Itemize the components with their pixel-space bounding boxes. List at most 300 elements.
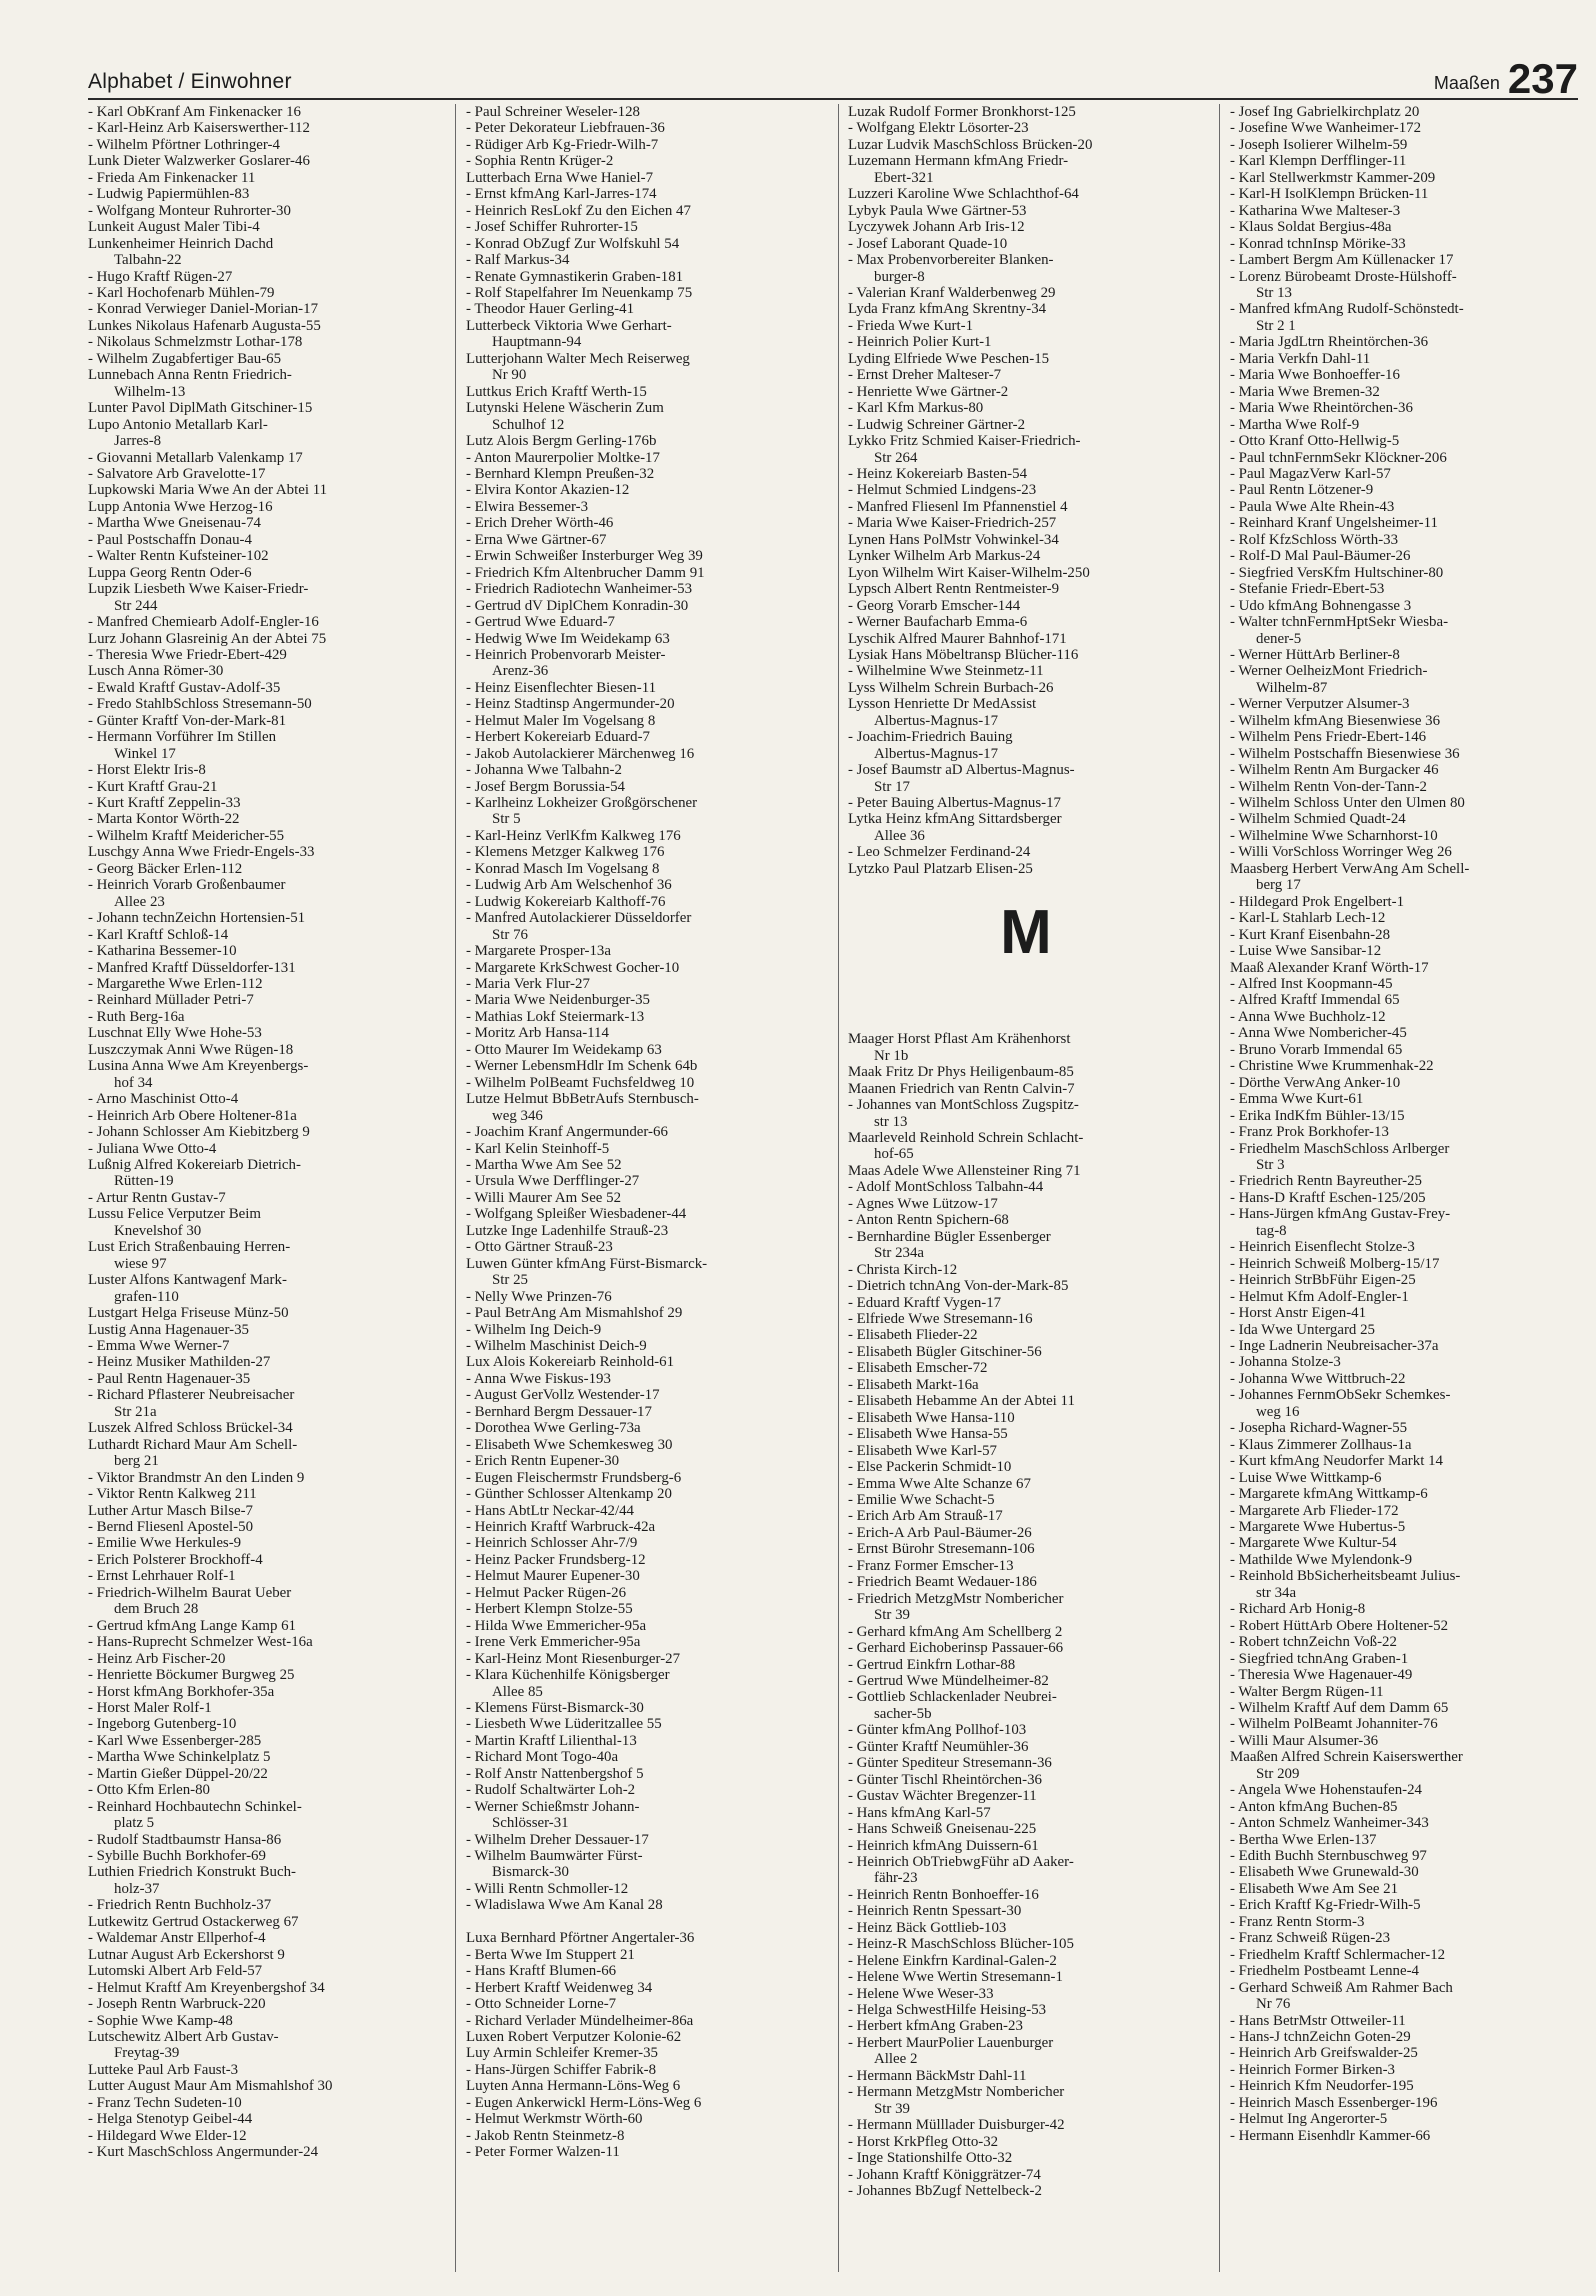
page-number: 237 bbox=[1507, 55, 1578, 102]
directory-entry: - Maria Wwe Rheintörchen-36 bbox=[1230, 400, 1413, 417]
directory-entry: - Heinrich Kraftf Warbruck-42a bbox=[466, 1518, 656, 1535]
directory-entry: Lutynski Helene Wäscherin Zum bbox=[466, 400, 664, 417]
directory-entry: Luwen Günter kfmAng Fürst-Bismarck- bbox=[466, 1255, 708, 1272]
directory-entry: - Richard Pflasterer Neubreisacher bbox=[88, 1387, 295, 1404]
directory-entry: - Helga SchwestHilfe Heising-53 bbox=[848, 2002, 1047, 2019]
directory-entry: - Helmut Maler Im Vogelsang 8 bbox=[466, 712, 656, 729]
directory-entry: Maarleveld Reinhold Schrein Schlacht- bbox=[848, 1130, 1084, 1147]
directory-entry: - Hildegard Wwe Elder-12 bbox=[88, 2127, 247, 2144]
directory-entry: - Erich-A Arb Paul-Bäumer-26 bbox=[848, 1524, 1032, 1541]
directory-entry: Lupo Antonio Metallarb Karl- bbox=[88, 416, 268, 433]
directory-entry: - Martha Wwe Am See 52 bbox=[466, 1157, 622, 1173]
directory-entry: - Jakob Autolackierer Märchenweg 16 bbox=[466, 745, 695, 762]
directory-entry: Luschnat Elly Wwe Hohe-53 bbox=[88, 1025, 262, 1042]
directory-entry: - Hans-Jürgen kfmAng Gustav-Frey- bbox=[1230, 1206, 1451, 1223]
directory-entry: - Kurt Kranf Eisenbahn-28 bbox=[1230, 926, 1391, 943]
directory-entry: - Nikolaus Schmelzmstr Lothar-178 bbox=[88, 334, 303, 351]
directory-entry: Lyschik Alfred Maurer Bahnhof-171 bbox=[848, 630, 1067, 647]
directory-entry: Lutzke Inge Ladenhilfe Strauß-23 bbox=[466, 1222, 669, 1239]
directory-entry: - Elisabeth Hebamme An der Abtei 11 bbox=[848, 1393, 1075, 1410]
directory-entry: - Werner Baufacharb Emma-6 bbox=[848, 614, 1028, 631]
directory-entry: - Wilhelm kfmAng Biesenwiese 36 bbox=[1230, 712, 1441, 729]
directory-entry: - Heinrich Schlosser Ahr-7/9 bbox=[466, 1535, 638, 1552]
directory-entry: - Johannes van MontSchloss Zugspitz- bbox=[848, 1097, 1079, 1114]
directory-entry: - Wolfgang Elektr Lösorter-23 bbox=[848, 120, 1029, 137]
directory-entry: - Reinhard Müllader Petri-7 bbox=[88, 992, 254, 1009]
directory-entry: - Heinrich Kfm Neudorfer-195 bbox=[1230, 2078, 1414, 2095]
directory-entry: - Georg Bäcker Erlen-112 bbox=[88, 860, 243, 877]
directory-entry: Maager Horst Pflast Am Krähenhorst bbox=[848, 1031, 1071, 1048]
directory-entry: Lußnig Alfred Kokereiarb Dietrich- bbox=[88, 1157, 301, 1173]
directory-entry: - Edith Buchh Sternbuschweg 97 bbox=[1230, 1848, 1427, 1865]
directory-entry: - Heinrich Arb Greifswalder-25 bbox=[1230, 2045, 1418, 2062]
directory-entry: - Joachim Kranf Angermunder-66 bbox=[466, 1124, 668, 1141]
directory-entry: - Dörthe VerwAng Anker-10 bbox=[1230, 1074, 1401, 1091]
directory-entry: - Josef Baumstr aD Albertus-Magnus- bbox=[848, 762, 1075, 779]
directory-entry: - Friedrich Beamt Wedauer-186 bbox=[848, 1574, 1037, 1591]
directory-entry: - Eugen Fleischermstr Frundsberg-6 bbox=[466, 1469, 682, 1486]
entry-continuation: berg 17 bbox=[1256, 877, 1301, 894]
directory-entry: - Konrad tchnInsp Mörike-33 bbox=[1230, 235, 1406, 252]
directory-entry: - Heinrich Rentn Bonhoeffer-16 bbox=[848, 1886, 1039, 1903]
directory-entry: - Franz Techn Sudeten-10 bbox=[88, 2094, 242, 2111]
directory-entry: Lurz Johann Glasreinig An der Abtei 75 bbox=[88, 630, 327, 647]
directory-entry: - Sophia Rentn Krüger-2 bbox=[466, 153, 614, 170]
entry-continuation: Arenz-36 bbox=[492, 663, 549, 680]
directory-entry: - Otto Schneider Lorne-7 bbox=[466, 1996, 617, 2013]
directory-entry: Lynker Wilhelm Arb Markus-24 bbox=[848, 548, 1041, 565]
directory-entry: - Hermann Eisenhdlr Kammer-66 bbox=[1230, 2127, 1431, 2144]
directory-entry: - Ewald Kraftf Gustav-Adolf-35 bbox=[88, 679, 281, 696]
directory-entry: - Hans AbtLtr Neckar-42/44 bbox=[466, 1502, 634, 1519]
directory-entry: - Johannes BbZugf Nettelbeck-2 bbox=[848, 2183, 1042, 2200]
directory-entry: - Bruno Vorarb Immendal 65 bbox=[1230, 1041, 1403, 1058]
directory-entry: - Emilie Wwe Schacht-5 bbox=[848, 1491, 995, 1508]
entry-continuation: str 34a bbox=[1256, 1584, 1297, 1601]
directory-entry: - Herbert Kraftf Weidenweg 34 bbox=[466, 1979, 653, 1996]
directory-entry: - Elisabeth Wwe Schemkesweg 30 bbox=[466, 1436, 673, 1453]
directory-entry: - Kurt kfmAng Neudorfer Markt 14 bbox=[1230, 1453, 1443, 1470]
directory-entry: - Friedrich MetzgMstr Nombericher bbox=[848, 1590, 1064, 1607]
entry-continuation: Rütten-19 bbox=[114, 1173, 174, 1190]
directory-entry: - Maria Wwe Bonhoeffer-16 bbox=[1230, 367, 1400, 384]
directory-entry: - Wilhelm Rentn Am Burgacker 46 bbox=[1230, 762, 1439, 779]
directory-entry: Lyczywek Johann Arb Iris-12 bbox=[848, 219, 1025, 236]
directory-entry: - Horst Anstr Eigen-41 bbox=[1230, 1305, 1367, 1322]
directory-entry: Luppa Georg Rentn Oder-6 bbox=[88, 564, 252, 581]
entry-continuation: Str 244 bbox=[114, 597, 158, 614]
entry-continuation: weg 346 bbox=[492, 1107, 543, 1124]
entry-continuation: burger-8 bbox=[874, 268, 925, 285]
directory-entry: - Johanna Wwe Talbahn-2 bbox=[466, 762, 622, 779]
entry-continuation: Wilhelm-13 bbox=[114, 383, 186, 400]
directory-entry: - Frieda Wwe Kurt-1 bbox=[848, 317, 974, 334]
directory-entry: - Karl Kraftf Schloß-14 bbox=[88, 926, 229, 943]
directory-entry: - Klaus Zimmerer Zollhaus-1a bbox=[1230, 1436, 1412, 1453]
entry-continuation: Nr 1b bbox=[874, 1047, 909, 1064]
directory-entry: - Anton Rentn Spichern-68 bbox=[848, 1212, 1009, 1229]
entry-continuation: Talbahn-22 bbox=[114, 252, 182, 269]
entry-continuation: Winkel 17 bbox=[114, 745, 176, 762]
directory-entry: - Kurt Kraftf Zeppelin-33 bbox=[88, 795, 241, 812]
entry-continuation: Str 17 bbox=[874, 778, 910, 795]
directory-entry: - Heinz Kokereiarb Basten-54 bbox=[848, 465, 1028, 482]
directory-entry: Lutterbach Erna Wwe Haniel-7 bbox=[466, 169, 654, 186]
directory-entry: - Anna Wwe Fiskus-193 bbox=[466, 1370, 611, 1387]
directory-entry: Lynen Hans PolMstr Vohwinkel-34 bbox=[848, 531, 1059, 548]
directory-entry: - Maria Verkfn Dahl-11 bbox=[1230, 350, 1371, 367]
directory-entry: - Liesbeth Wwe Lüderitzallee 55 bbox=[466, 1716, 662, 1733]
directory-entry: - Hans BetrMstr Ottweiler-11 bbox=[1230, 2012, 1406, 2029]
directory-entry: - Manfred Chemiearb Adolf-Engler-16 bbox=[88, 614, 319, 631]
directory-entry: Lusch Anna Römer-30 bbox=[88, 663, 224, 680]
directory-entry: - Joachim-Friedrich Bauing bbox=[848, 729, 1013, 746]
directory-entry: - Nelly Wwe Prinzen-76 bbox=[466, 1288, 612, 1305]
directory-entry: - Theresia Wwe Friedr-Ebert-429 bbox=[88, 646, 287, 663]
directory-entry: - Moritz Arb Hansa-114 bbox=[466, 1025, 609, 1042]
directory-entry: - Hildegard Prok Engelbert-1 bbox=[1230, 893, 1405, 910]
directory-entry: - Elisabeth Flieder-22 bbox=[848, 1327, 978, 1344]
directory-entry: - Peter Former Walzen-11 bbox=[466, 2144, 620, 2161]
entry-continuation: platz 5 bbox=[114, 1815, 155, 1832]
directory-entry: - Robert HüttArb Obere Holtener-52 bbox=[1230, 1617, 1449, 1634]
directory-entry: - Ernst Dreher Malteser-7 bbox=[848, 367, 1002, 384]
directory-entry: - Josefine Wwe Wanheimer-172 bbox=[1230, 120, 1422, 137]
directory-entry: - Heinrich Eisenflecht Stolze-3 bbox=[1230, 1239, 1415, 1256]
directory-entry: - Emma Wwe Alte Schanze 67 bbox=[848, 1475, 1031, 1492]
directory-entry: - Henriette Wwe Gärtner-2 bbox=[848, 383, 1009, 400]
directory-entry: - Paul Postschaffn Donau-4 bbox=[88, 531, 252, 548]
directory-entry: - Margarete Prosper-13a bbox=[466, 943, 611, 960]
directory-entry: - Gerhard Schweiß Am Rahmer Bach bbox=[1230, 1979, 1453, 1996]
directory-entry: Lyda Franz kfmAng Skrentny-34 bbox=[848, 301, 1047, 318]
directory-entry: - Erich Rentn Eupener-30 bbox=[466, 1453, 620, 1470]
directory-entry: - Friedrich Rentn Bayreuther-25 bbox=[1230, 1173, 1422, 1190]
directory-entry: - Heinrich ResLokf Zu den Eichen 47 bbox=[466, 202, 691, 219]
directory-entry: - Martha Wwe Schinkelplatz 5 bbox=[88, 1749, 271, 1766]
directory-entry: - Udo kfmAng Bohnengasse 3 bbox=[1230, 597, 1412, 614]
directory-entry: - Hermann BäckMstr Dahl-11 bbox=[848, 2067, 1027, 2084]
directory-entry: Luttkus Erich Kraftf Werth-15 bbox=[466, 383, 647, 400]
directory-entry: - Konrad ObZugf Zur Wolfskuhl 54 bbox=[466, 235, 680, 252]
entry-continuation: Nr 90 bbox=[492, 367, 527, 384]
directory-entry: Luzar Ludvik MaschSchloss Brücken-20 bbox=[848, 136, 1093, 153]
directory-entry: - Jakob Rentn Steinmetz-8 bbox=[466, 2127, 625, 2144]
directory-entry: - Karl-Heinz Arb Kaiserswerther-112 bbox=[88, 120, 311, 137]
directory-entry: - Reinhard Hochbautechn Schinkel- bbox=[88, 1798, 302, 1815]
directory-entry: Lybyk Paula Wwe Gärtner-53 bbox=[848, 202, 1027, 219]
directory-entry: Lutschewitz Albert Arb Gustav- bbox=[88, 2029, 279, 2046]
directory-entry: Lutteke Paul Arb Faust-3 bbox=[88, 2061, 239, 2078]
directory-entry: - Sybille Buchh Borkhofer-69 bbox=[88, 1848, 266, 1865]
directory-entry: Lunnebach Anna Rentn Friedrich- bbox=[88, 367, 292, 384]
directory-entry: - Erich Arb Am Strauß-17 bbox=[848, 1508, 1003, 1525]
directory-entry: - Juliana Wwe Otto-4 bbox=[88, 1140, 217, 1157]
directory-entry: - Bernhard Klempn Preußen-32 bbox=[466, 465, 655, 482]
directory-entry: - Heinz Packer Frundsberg-12 bbox=[466, 1551, 646, 1568]
directory-entry: - Martha Wwe Gneisenau-74 bbox=[88, 515, 261, 532]
directory-entry: - Werner OelheizMont Friedrich- bbox=[1230, 663, 1428, 680]
entry-continuation: Allee 2 bbox=[874, 2051, 918, 2068]
directory-entry: Maas Adele Wwe Allensteiner Ring 71 bbox=[848, 1162, 1081, 1179]
directory-entry: - Josef Bergm Borussia-54 bbox=[466, 778, 625, 795]
entry-continuation: Bismarck-30 bbox=[492, 1864, 569, 1881]
directory-entry: - Robert tchnZeichn Voß-22 bbox=[1230, 1634, 1397, 1651]
directory-entry: - Wilhelm Kraftf Meidericher-55 bbox=[88, 827, 285, 844]
directory-entry: - Richard Verlader Mündelheimer-86a bbox=[466, 2012, 694, 2029]
directory-entry: - Rüdiger Arb Kg-Friedr-Wilh-7 bbox=[466, 136, 659, 153]
directory-entry: Lutz Alois Bergm Gerling-176b bbox=[466, 433, 657, 450]
entry-continuation: Str 39 bbox=[874, 1607, 910, 1624]
directory-entry: - Willi Maurer Am See 52 bbox=[466, 1189, 622, 1206]
column-3-upper bbox=[848, 104, 1204, 877]
directory-entry: - Frieda Am Finkenacker 11 bbox=[88, 169, 256, 186]
directory-entry: - Emilie Wwe Herkules-9 bbox=[88, 1535, 242, 1552]
directory-entry: - Alfred Kraftf Immendal 65 bbox=[1230, 992, 1400, 1009]
entry-continuation: dem Bruch 28 bbox=[114, 1601, 199, 1618]
directory-entry: - Anna Wwe Buchholz-12 bbox=[1230, 1008, 1386, 1025]
directory-entry: - Max Probenvorbereiter Blanken- bbox=[848, 252, 1054, 269]
column-2 bbox=[466, 104, 822, 2274]
directory-entry: Lytzko Paul Platzarb Elisen-25 bbox=[848, 860, 1033, 877]
directory-entry: - Josepha Richard-Wagner-55 bbox=[1230, 1420, 1408, 1437]
directory-entry: - Elisabeth Wwe Hansa-55 bbox=[848, 1426, 1008, 1443]
directory-entry: Lupkowski Maria Wwe An der Abtei 11 bbox=[88, 482, 328, 499]
entry-continuation: tag-8 bbox=[1256, 1222, 1287, 1239]
directory-entry: - Erika IndKfm Bühler-13/15 bbox=[1230, 1107, 1405, 1124]
entry-gap bbox=[466, 1914, 822, 1930]
entry-continuation: Schulhof 12 bbox=[492, 416, 565, 433]
directory-entry: - Manfred kfmAng Rudolf-Schönstedt- bbox=[1230, 301, 1464, 318]
directory-entry: - Gertrud kfmAng Lange Kamp 61 bbox=[88, 1617, 296, 1634]
directory-entry: - Klara Küchenhilfe Königsberger bbox=[466, 1667, 670, 1684]
directory-entry: - Gertrud Wwe Mündelheimer-82 bbox=[848, 1672, 1049, 1689]
column-1 bbox=[88, 104, 444, 2274]
directory-entry: - Helmut Packer Rügen-26 bbox=[466, 1584, 627, 1601]
directory-entry: - Gustav Wächter Bregenzer-11 bbox=[848, 1788, 1037, 1805]
directory-entry: - Bertha Wwe Erlen-137 bbox=[1230, 1831, 1377, 1848]
entry-continuation: Str 39 bbox=[874, 2100, 910, 2117]
entry-continuation: Str 76 bbox=[492, 926, 528, 943]
directory-entry: - August GerVollz Westender-17 bbox=[466, 1387, 660, 1404]
entry-continuation: Jarres-8 bbox=[114, 433, 162, 450]
directory-entry: - Rolf Stapelfahrer Im Neuenkamp 75 bbox=[466, 284, 693, 301]
directory-entry: - Hermann Mülllader Duisburger-42 bbox=[848, 2117, 1065, 2134]
directory-entry: - Klaus Soldat Bergius-48a bbox=[1230, 219, 1392, 236]
directory-entry: - Rolf-D Mal Paul-Bäumer-26 bbox=[1230, 548, 1411, 565]
directory-entry: - Wilhelmine Wwe Scharnhorst-10 bbox=[1230, 827, 1438, 844]
entry-continuation: hof-65 bbox=[874, 1146, 914, 1163]
directory-entry: Lunkes Nikolaus Hafenarb Augusta-55 bbox=[88, 317, 321, 334]
directory-entry: - Bernhard Bergm Dessauer-17 bbox=[466, 1403, 652, 1420]
directory-entry: - Hans-J tchnZeichn Goten-29 bbox=[1230, 2029, 1411, 2046]
directory-entry: Lunter Pavol DiplMath Gitschiner-15 bbox=[88, 400, 313, 417]
directory-entry: - Konrad Verwieger Daniel-Morian-17 bbox=[88, 301, 319, 318]
directory-entry: - Christa Kirch-12 bbox=[848, 1261, 958, 1278]
directory-entry: Lustgart Helga Friseuse Münz-50 bbox=[88, 1305, 289, 1322]
entry-continuation: Str 3 bbox=[1256, 1157, 1285, 1173]
directory-entry: - Helmut Maurer Eupener-30 bbox=[466, 1568, 640, 1585]
directory-entry: - Rolf KfzSchloss Wörth-33 bbox=[1230, 531, 1399, 548]
directory-entry: - Siegfried tchnAng Graben-1 bbox=[1230, 1650, 1409, 1667]
directory-entry: - Peter Dekorateur Liebfrauen-36 bbox=[466, 120, 665, 137]
section-letter: M bbox=[1000, 898, 1052, 968]
directory-entry: - Johann Kraftf Königgrätzer-74 bbox=[848, 2166, 1041, 2183]
directory-entry: - Heinrich Masch Essenberger-196 bbox=[1230, 2094, 1438, 2111]
directory-entry: Lust Erich Straßenbauing Herren- bbox=[88, 1239, 291, 1256]
directory-entry: - Elisabeth Emscher-72 bbox=[848, 1360, 988, 1377]
directory-entry: - Franz Prok Borkhofer-13 bbox=[1230, 1124, 1389, 1141]
entry-continuation: Allee 23 bbox=[114, 893, 165, 910]
directory-entry: - Martin Gießer Düppel-20/22 bbox=[88, 1765, 268, 1782]
entry-continuation: Hauptmann-94 bbox=[492, 334, 582, 351]
directory-entry: - Erich Polsterer Brockhoff-4 bbox=[88, 1551, 263, 1568]
directory-entry: - Wilhelm Ing Deich-9 bbox=[466, 1321, 602, 1338]
directory-entry: - Maria JgdLtrn Rheintörchen-36 bbox=[1230, 334, 1429, 351]
directory-entry: - Herbert Kokereiarb Eduard-7 bbox=[466, 729, 650, 746]
directory-entry: - Karl-L Stahlarb Lech-12 bbox=[1230, 910, 1386, 927]
directory-entry: - Heinz Musiker Mathilden-27 bbox=[88, 1354, 271, 1371]
directory-entry: - Friedrich Kfm Altenbrucher Damm 91 bbox=[466, 564, 705, 581]
directory-entry: - Ernst kfmAng Karl-Jarres-174 bbox=[466, 186, 657, 203]
directory-entry: - Willi Rentn Schmoller-12 bbox=[466, 1880, 629, 1897]
directory-entry: - Stefanie Friedr-Ebert-53 bbox=[1230, 581, 1385, 598]
directory-entry: - Ludwig Papiermühlen-83 bbox=[88, 186, 250, 203]
directory-entry: - Georg Vorarb Emscher-144 bbox=[848, 597, 1021, 614]
directory-entry: Lysson Henriette Dr MedAssist bbox=[848, 696, 1037, 713]
directory-entry: Lutze Helmut BbBetrAufs Sternbusch- bbox=[466, 1091, 699, 1108]
directory-entry: - Ursula Wwe Derfflinger-27 bbox=[466, 1173, 640, 1190]
directory-entry: - Günter Kraftf Neumühler-36 bbox=[848, 1738, 1029, 1755]
directory-entry: - Paul Schreiner Weseler-128 bbox=[466, 104, 640, 120]
directory-entry: - Willi Maur Alsumer-36 bbox=[1230, 1732, 1379, 1749]
directory-entry: - Karl Hochofenarb Mühlen-79 bbox=[88, 284, 275, 301]
directory-entry: Luxen Robert Verputzer Kolonie-62 bbox=[466, 2029, 682, 2045]
directory-entry: - Heinz Bäck Gottlieb-103 bbox=[848, 1919, 1007, 1936]
directory-entry: - Friedhelm MaschSchloss Arlberger bbox=[1230, 1140, 1450, 1157]
directory-entry: - Hans Kraftf Blumen-66 bbox=[466, 1963, 617, 1980]
directory-entry: - Margarete Arb Flieder-172 bbox=[1230, 1502, 1399, 1519]
directory-entry: - Günter Tischl Rheintörchen-36 bbox=[848, 1771, 1042, 1788]
column-divider bbox=[1219, 104, 1220, 2272]
directory-entry: Lypsch Albert Rentn Rentmeister-9 bbox=[848, 581, 1060, 598]
directory-entry: - Katharina Wwe Malteser-3 bbox=[1230, 202, 1401, 219]
directory-entry: - Johanna Stolze-3 bbox=[1230, 1354, 1341, 1371]
directory-entry: - Ludwig Kokereiarb Kalthoff-76 bbox=[466, 893, 666, 910]
entry-continuation: Albertus-Magnus-17 bbox=[874, 712, 999, 729]
directory-entry: - Günther Schlosser Altenkamp 20 bbox=[466, 1486, 672, 1503]
directory-entry: Lustig Anna Hagenauer-35 bbox=[88, 1321, 249, 1338]
directory-entry: - Ernst Lehrhauer Rolf-1 bbox=[88, 1568, 236, 1585]
directory-entry: - Adolf MontSchloss Talbahn-44 bbox=[848, 1179, 1044, 1196]
directory-entry: Luzemann Hermann kfmAng Friedr- bbox=[848, 153, 1069, 170]
entry-continuation: Str 13 bbox=[1256, 284, 1292, 301]
directory-entry: - Salvatore Arb Gravelotte-17 bbox=[88, 465, 266, 482]
column-divider bbox=[455, 104, 456, 2272]
directory-entry: - Helmut Kraftf Am Kreyenbergshof 34 bbox=[88, 1979, 325, 1996]
directory-entry: - Gertrud Einkfrn Lothar-88 bbox=[848, 1656, 1016, 1673]
directory-entry: Luschgy Anna Wwe Friedr-Engels-33 bbox=[88, 844, 315, 861]
directory-entry: - Gerhard Eichoberinsp Passauer-66 bbox=[848, 1640, 1064, 1657]
directory-entry: - Klemens Metzger Kalkweg 176 bbox=[466, 844, 665, 861]
directory-entry: - Wilhelm Baumwärter Fürst- bbox=[466, 1848, 643, 1865]
directory-entry: - Werner HüttArb Berliner-8 bbox=[1230, 646, 1400, 663]
directory-entry: - Reinhard Kranf Ungelsheimer-11 bbox=[1230, 515, 1438, 532]
directory-entry: - Heinz Stadtinsp Angermunder-20 bbox=[466, 696, 675, 713]
directory-entry: - Karl ObKranf Am Finkenacker 16 bbox=[88, 104, 301, 120]
directory-entry: - Helmut Werkmstr Wörth-60 bbox=[466, 2111, 643, 2128]
directory-entry: - Horst KrkPfleg Otto-32 bbox=[848, 2133, 999, 2150]
entry-continuation: Allee 36 bbox=[874, 827, 925, 844]
directory-entry: - Hugo Kraftf Rügen-27 bbox=[88, 268, 233, 285]
directory-entry: - Siegfried VersKfm Hultschiner-80 bbox=[1230, 564, 1444, 581]
directory-entry: - Klemens Fürst-Bismarck-30 bbox=[466, 1699, 644, 1716]
directory-entry: - Elisabeth Wwe Karl-57 bbox=[848, 1442, 997, 1459]
directory-entry: Maaß Alexander Kranf Wörth-17 bbox=[1230, 959, 1429, 976]
directory-entry: Luxa Bernhard Pförtner Angertaler-36 bbox=[466, 1930, 695, 1947]
directory-entry: - Manfred Autolackierer Düsseldorfer bbox=[466, 910, 692, 927]
directory-entry: - Wilhelm Rentn Von-der-Tann-2 bbox=[1230, 778, 1427, 795]
directory-entry: - Friedrich-Wilhelm Baurat Ueber bbox=[88, 1584, 292, 1601]
directory-entry: - Richard Arb Honig-8 bbox=[1230, 1601, 1366, 1618]
directory-entry: Lyon Wilhelm Wirt Kaiser-Wilhelm-250 bbox=[848, 564, 1090, 581]
directory-entry: - Wolfgang Spleißer Wiesbadener-44 bbox=[466, 1206, 687, 1223]
directory-entry: - Heinrich StrBbFühr Eigen-25 bbox=[1230, 1272, 1416, 1289]
directory-entry: - Karl Kelin Steinhoff-5 bbox=[466, 1140, 610, 1157]
directory-entry: Lusina Anna Wwe Am Kreyenbergs- bbox=[88, 1058, 309, 1075]
directory-entry: - Helmut Ing Angerorter-5 bbox=[1230, 2111, 1388, 2128]
directory-entry: - Gertrud dV DiplChem Konradin-30 bbox=[466, 597, 689, 614]
directory-entry: - Joseph Rentn Warbruck-220 bbox=[88, 1996, 266, 2013]
entry-continuation: Freytag-39 bbox=[114, 2045, 180, 2062]
directory-entry: Lutter August Maur Am Mismahlshof 30 bbox=[88, 2078, 333, 2095]
directory-entry: - Kurt MaschSchloss Angermunder-24 bbox=[88, 2144, 319, 2161]
directory-entry: - Friedhelm Postbeamt Lenne-4 bbox=[1230, 1963, 1419, 1980]
entry-continuation: Wilhelm-87 bbox=[1256, 679, 1328, 696]
directory-entry: Lyss Wilhelm Schrein Burbach-26 bbox=[848, 679, 1054, 696]
entry-continuation: Str 21a bbox=[114, 1403, 157, 1420]
directory-entry: - Franz Schweiß Rügen-23 bbox=[1230, 1930, 1391, 1947]
directory-entry: - Theodor Hauer Gerling-41 bbox=[466, 301, 635, 318]
directory-entry: - Johann technZeichn Hortensien-51 bbox=[88, 910, 306, 927]
directory-entry: - Heinz Eisenflechter Biesen-11 bbox=[466, 679, 657, 696]
directory-entry: - Sophie Wwe Kamp-48 bbox=[88, 2012, 233, 2029]
directory-entry: - Rudolf Stadtbaumstr Hansa-86 bbox=[88, 1831, 282, 1848]
directory-entry: - Lorenz Bürobeamt Droste-Hülshoff- bbox=[1230, 268, 1457, 285]
directory-entry: - Heinz-R MaschSchloss Blücher-105 bbox=[848, 1936, 1074, 1953]
entry-continuation: Str 264 bbox=[874, 449, 918, 466]
directory-entry: Lupzik Liesbeth Wwe Kaiser-Friedr- bbox=[88, 581, 309, 598]
directory-entry: Lykko Fritz Schmied Kaiser-Friedrich- bbox=[848, 433, 1081, 450]
directory-entry: - Eduard Kraftf Vygen-17 bbox=[848, 1294, 1002, 1311]
directory-entry: - Karlheinz Lokheizer Großgörschener bbox=[466, 795, 698, 812]
directory-entry: - Heinrich Former Birken-3 bbox=[1230, 2061, 1395, 2078]
directory-entry: - Heinrich Schweiß Molberg-15/17 bbox=[1230, 1255, 1440, 1272]
directory-entry: - Erich Kraftf Kg-Friedr-Wilh-5 bbox=[1230, 1897, 1421, 1914]
directory-entry: - Lambert Bergm Am Küllenacker 17 bbox=[1230, 252, 1454, 269]
directory-entry: Lux Alois Kokereiarb Reinhold-61 bbox=[466, 1354, 675, 1371]
directory-entry: - Margarete Wwe Kultur-54 bbox=[1230, 1535, 1397, 1552]
directory-entry: Lunkenheimer Heinrich Dachd bbox=[88, 235, 274, 252]
entry-continuation: Str 25 bbox=[492, 1272, 528, 1289]
entry-continuation: str 13 bbox=[874, 1113, 908, 1130]
directory-entry: - Helmut Kfm Adolf-Engler-1 bbox=[1230, 1288, 1409, 1305]
directory-entry: - Johannes FernmObSekr Schemkes- bbox=[1230, 1387, 1451, 1404]
directory-entry: - Anton Schmelz Wanheimer-343 bbox=[1230, 1815, 1429, 1832]
directory-entry: - Willi VorSchloss Worringer Weg 26 bbox=[1230, 844, 1452, 861]
directory-entry: - Otto Maurer Im Weidekamp 63 bbox=[466, 1041, 662, 1058]
directory-entry: - Mathilde Wwe Mylendonk-9 bbox=[1230, 1551, 1413, 1568]
